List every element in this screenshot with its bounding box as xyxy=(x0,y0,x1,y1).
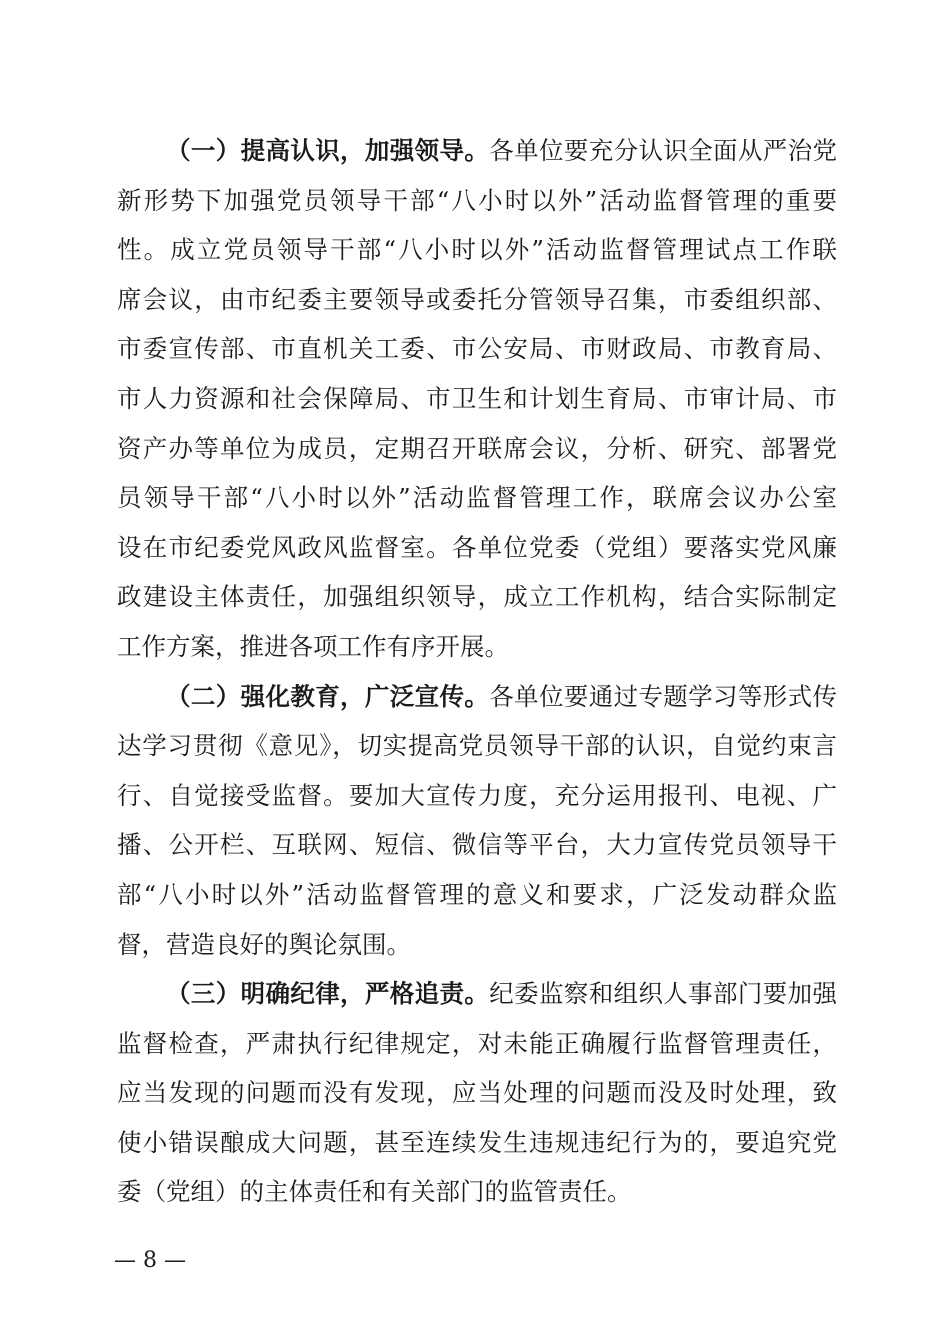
paragraph-line xyxy=(117,126,837,176)
paragraph-line: 监督检查，严肃执行纪律规定，对未能正确履行监督管理责任， xyxy=(117,1028,837,1058)
paragraph-line: 员领导干部“八小时以外”活动监督管理工作，联席会议办公室 xyxy=(117,483,837,513)
section-heading: （二）强化教育，广泛宣传。 xyxy=(166,681,490,711)
paragraph-line: 资产办等单位为成员，定期召开联席会议，分析、研究、部署党 xyxy=(117,433,837,463)
paragraph-line xyxy=(117,969,837,1019)
paragraph-line: 播、公开栏、互联网、短信、微信等平台，大力宣传党员领导干 xyxy=(117,830,837,860)
paragraph-line: 设在市纪委党风政风监督室。各单位党委（党组）要落实党风廉 xyxy=(117,532,837,562)
paragraph-line xyxy=(117,672,837,722)
section-heading: （一）提高认识，加强领导。 xyxy=(166,136,490,165)
paragraph-line: 督，营造良好的舆论氛围。 xyxy=(117,929,411,959)
paragraph-text: 各单位要充分认识全面从严治党 xyxy=(489,136,837,165)
paragraph-line: 市委宣传部、市直机关工委、市公安局、市财政局、市教育局、 xyxy=(117,334,837,364)
paragraph-line: 行、自觉接受监督。要加大宣传力度，充分运用报刊、电视、广 xyxy=(117,780,837,810)
paragraph-line: 性。成立党员领导干部“八小时以外”活动监督管理试点工作联 xyxy=(117,235,837,265)
paragraph-line: 委（党组）的主体责任和有关部门的监管责任。 xyxy=(117,1177,632,1207)
paragraph-line: 新形势下加强党员领导干部“八小时以外”活动监督管理的重要 xyxy=(117,185,837,215)
paragraph-text: 各单位要通过专题学习等形式传 xyxy=(489,681,837,711)
paragraph-line: 使小错误酿成大问题，甚至连续发生违规违纪行为的，要追究党 xyxy=(117,1127,837,1157)
page-number: — 8 — xyxy=(114,1248,186,1273)
paragraph-line: 工作方案，推进各项工作有序开展。 xyxy=(117,631,509,661)
paragraph-line: 部“八小时以外”活动监督管理的意义和要求，广泛发动群众监 xyxy=(117,879,837,909)
section-heading: （三）明确纪律，严格追责。 xyxy=(166,979,490,1009)
paragraph-line: 市人力资源和社会保障局、市卫生和计划生育局、市审计局、市 xyxy=(117,383,837,413)
paragraph-line: 应当发现的问题而没有发现，应当处理的问题而没及时处理，致 xyxy=(117,1078,837,1108)
paragraph-text: 纪委监察和组织人事部门要加强 xyxy=(489,979,837,1009)
paragraph-line: 达学习贯彻《意见》，切实提高党员领导干部的认识，自觉约束言 xyxy=(117,731,837,761)
paragraph-line: 政建设主体责任，加强组织领导，成立工作机构，结合实际制定 xyxy=(117,582,837,612)
paragraph-line: 席会议，由市纪委主要领导或委托分管领导召集，市委组织部、 xyxy=(117,284,837,314)
document-body xyxy=(117,126,837,1217)
